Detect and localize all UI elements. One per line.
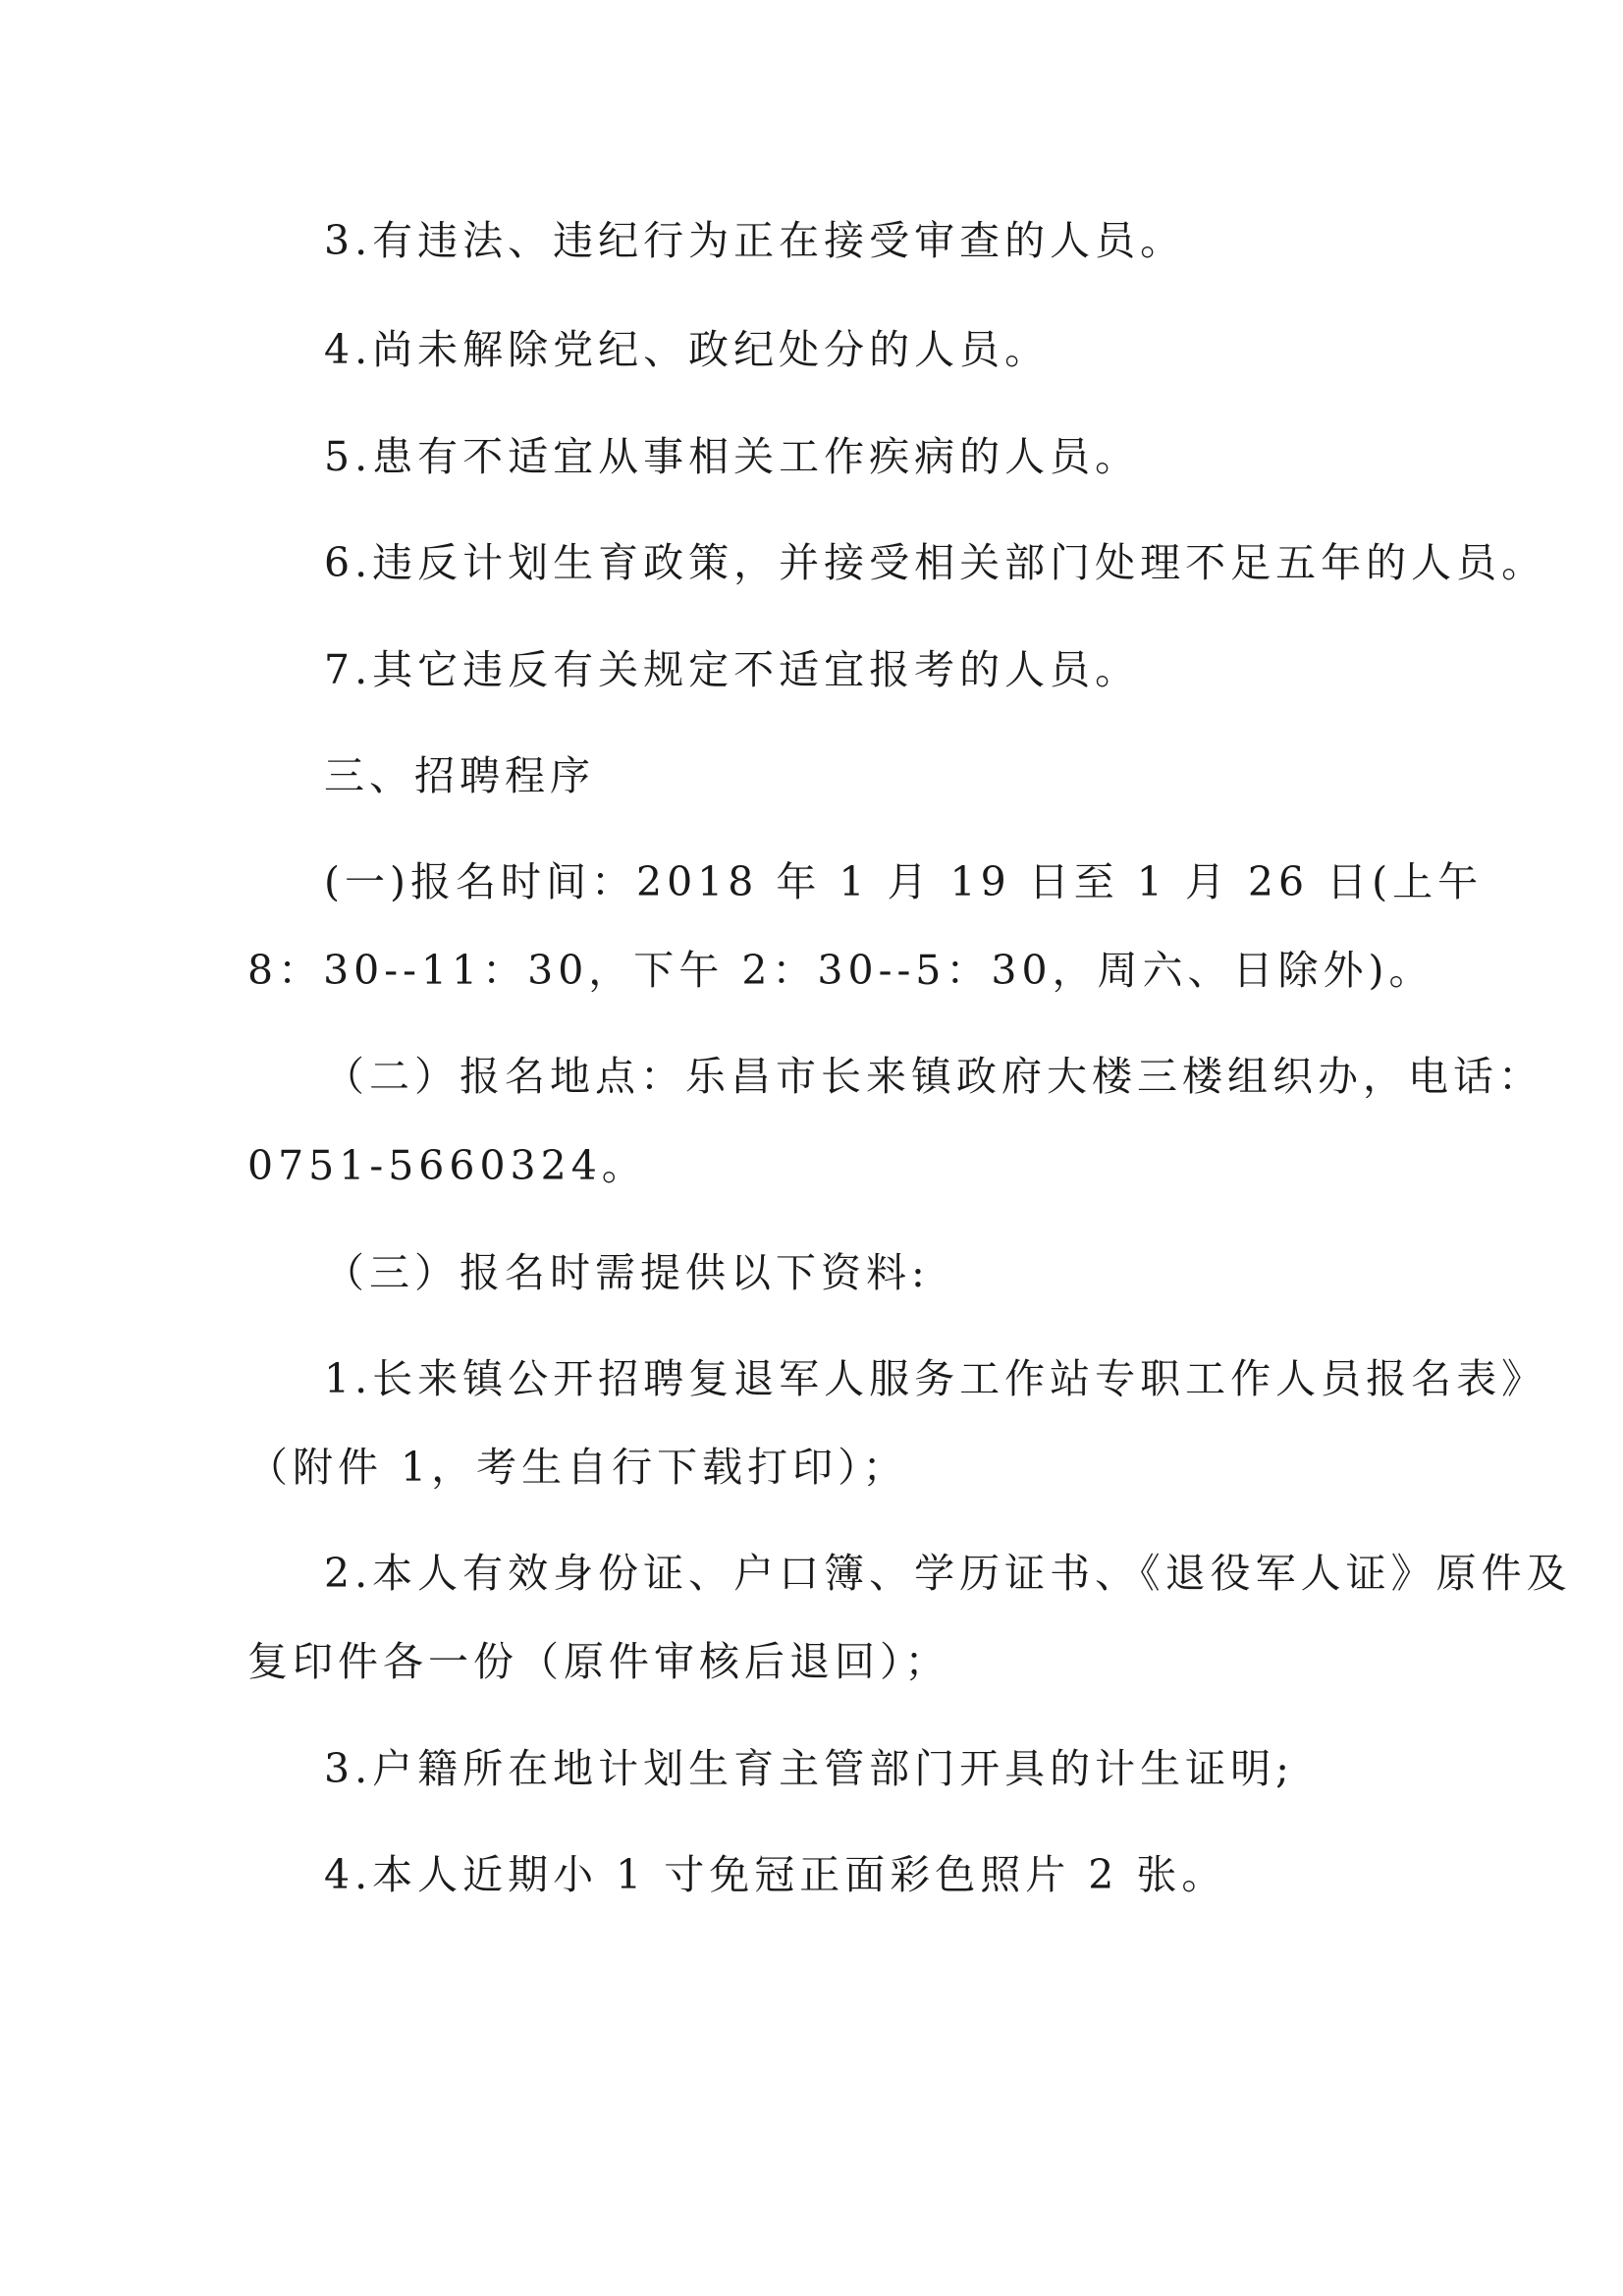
text-line: 5.患有不适宜从事相关工作疾病的人员。: [324, 433, 1141, 480]
text-line: 7.其它违反有关规定不适宜报考的人员。: [324, 646, 1141, 693]
text-line: 6.违反计划生育政策，并接受相关部门处理不足五年的人员。: [324, 539, 1547, 586]
text-line: 2.本人有效身份证、户口簿、学历证书、《退役军人证》原件及: [324, 1550, 1572, 1597]
text-line: （二）报名地点：乐昌市长来镇政府大楼三楼组织办，电话：: [324, 1053, 1543, 1100]
text-line: （三）报名时需提供以下资料:: [324, 1249, 930, 1296]
text-line: 8：30--11：30，下午 2：30--5：30，周六、日除外)。: [247, 947, 1434, 994]
section-heading: 三、招聘程序: [324, 752, 595, 799]
text-line: 4.本人近期小 1 寸免冠正面彩色照片 2 张。: [324, 1851, 1227, 1898]
text-line: 4.尚未解除党纪、政纪处分的人员。: [324, 326, 1051, 373]
text-line: 0751-5660324。: [247, 1142, 647, 1189]
text-line: （附件 1，考生自行下载打印）；: [247, 1444, 908, 1491]
text-line: 复印件各一份（原件审核后退回）；: [247, 1638, 950, 1685]
text-line: 1.长来镇公开招聘复退军人服务工作站专职工作人员报名表》: [324, 1355, 1547, 1402]
text-line: 3.有违法、违纪行为正在接受审查的人员。: [324, 217, 1186, 264]
text-line: (一)报名时间：2018 年 1 月 19 日至 1 月 26 日(上午: [324, 858, 1484, 905]
text-line: 3.户籍所在地计划生育主管部门开具的计生证明;: [324, 1745, 1294, 1792]
